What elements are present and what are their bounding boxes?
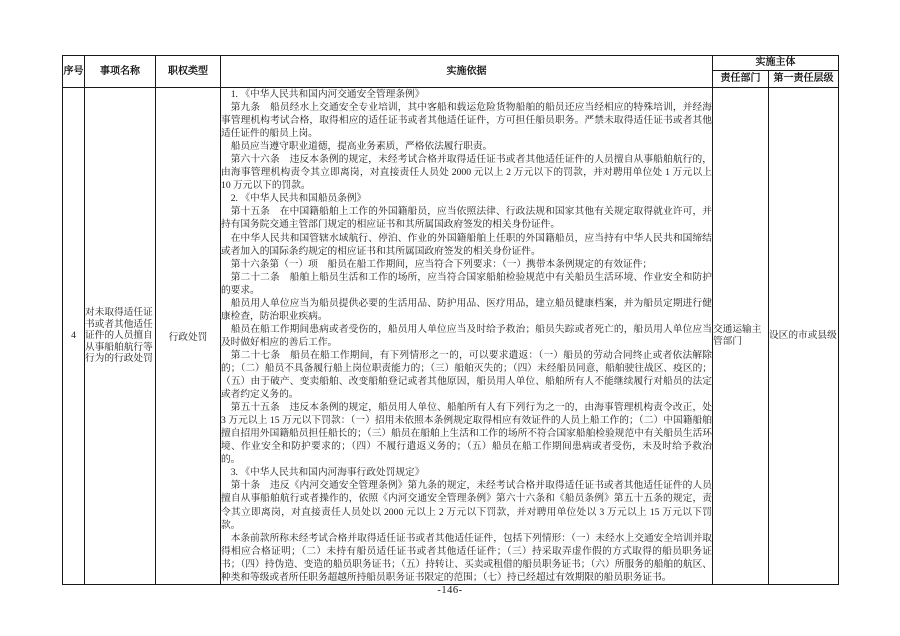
- page-number: -146-: [437, 585, 463, 596]
- basis-paragraph: 第二十七条 船员在船工作期间，有下列情形之一的，可以要求遣返：（一）船员的劳动合同终止或者依法解除的；（二）船员不具备履行船上岗位职责能力的；（三）船舶灭失的；（四）未经船员同意，船舶驶往战区、疫区的；（五）由于破产、变卖船舶、改变船舶登记或者其他原因，船员用人单位、船舶所有人不能继续履行对船员的法定或者约定义务的。: [221, 349, 712, 401]
- row-implementation-basis: [221, 88, 713, 585]
- column-header-item-name: 事项名称: [85, 56, 156, 88]
- basis-paragraph: 3. 《中华人民共和国内河海事行政处罚规定》: [230, 467, 425, 479]
- row-responsible-dept: 交通运输主管部门: [713, 88, 769, 585]
- basis-paragraph: 船员在船工作期间患病或者受伤的，船员用人单位应当及时给予救治；船员失踪或者死亡的，船员用人单位应当及时做好相应的善后工作。: [221, 323, 712, 348]
- column-header-first-responsibility-level: 第一责任层级: [769, 71, 839, 88]
- row-item-name: 对未取得适任证书或者其他适任证件的人员擅自从事船舶航行等行为的行政处罚: [85, 88, 156, 585]
- basis-paragraph: 第六十六条 违反本条例的规定，未经考试合格并取得适任证书或者其他适任证件的人员擅自从事船舶航行的，由海事管理机构责令其立即离岗，对直接责任人员处 2000 元以上 2 万元以下的罚款，并对聘用单位处 1 万元以上 10 万元以下的罚款。: [221, 154, 712, 192]
- basis-paragraph: 1. 《中华人民共和国内河交通安全管理条例》: [230, 89, 425, 100]
- basis-paragraph: 第十条 违反《内河交通安全管理条例》第九条的规定，未经考试合格并取得适任证书或者其他适任证件的人员擅自从事船舶航行或者操作的，依照《内河交通安全管理条例》第六十六条和《船员条例》第五十五条的规定，责令其立即离岗，对直接责任人员处以 2000 元以上 2 万元以下罚款，并对聘用单位处以 3 万元以上 15 万元以下罚款。: [221, 480, 712, 531]
- basis-paragraph: 第二十二条 船舶上船员生活和工作的场所，应当符合国家船舶检验规范中有关船员生活环境、作业安全和防护的要求。: [221, 271, 712, 296]
- column-header-responsible-dept: 责任部门: [713, 71, 769, 88]
- column-header-power-type: 职权类型: [156, 56, 221, 88]
- column-header-basis: 实施依据: [221, 56, 713, 88]
- row-power-type: 行政处罚: [156, 88, 221, 585]
- basis-paragraph: 第十五条 在中国籍船舶上工作的外国籍船员，应当依照法律、行政法规和国家其他有关规定取得就业许可，并持有国务院交通主管部门规定的相应证书和其所属国政府签发的相关身份证件。: [221, 206, 712, 231]
- basis-paragraph: 船员应当遵守职业道德，提高业务素质，严格依法履行职责。: [230, 141, 493, 153]
- basis-paragraph: 本条前款所称未经考试合格并取得适任证书或者其他适任证件，包括下列情形：（一）未经水上交通安全培训并取得相应合格证明；（二）未持有船员适任证书或者其他适任证件；（三）持采取弄虚作假的方式取得的船员职务证书；（四）持伪造、变造的船员职务证书；（五）持转让、买卖或租借的船员职务证书；（六）所服务的船舶的航区、种类和等级或者所任职务超越所持船员职务证书限定的范围；（七）持已经超过有效期限的船员职务证书。: [221, 532, 712, 583]
- basis-paragraph: 第十六条第（一）项 船员在船工作期间，应当符合下列要求：（一）携带本条例规定的有效证件；: [230, 258, 653, 270]
- column-header-seq: 序号: [63, 56, 85, 88]
- column-header-implement-subject: 实施主体: [713, 56, 839, 71]
- row-first-responsibility-level: 设区的市或县级: [769, 88, 839, 585]
- basis-paragraph: 2. 《中华人民共和国船员条例》: [230, 193, 367, 205]
- power-list-table: [62, 55, 839, 585]
- basis-paragraph: 在中华人民共和国管辖水域航行、停泊、作业的外国籍船舶上任职的外国籍船员，应当持有中华人民共和国缔结或者加入的国际条约规定的相应证书和其所属国政府签发的相关身份证件。: [221, 232, 712, 257]
- row-seq-number: 4: [63, 88, 85, 585]
- basis-paragraph: 第九条 船员经水上交通安全专业培训，其中客船和载运危险货物船舶的船员还应当经相应的特殊培训，并经海事管理机构考试合格，取得相应的适任证书或者其他适任证件，方可担任船员职务。严禁未取得适任证书或者其他适任证件的船员上岗。: [221, 102, 712, 140]
- basis-paragraph: 第五十五条 违反本条例的规定，船员用人单位、船舶所有人有下列行为之一的，由海事管理机构责令改正，处 3 万元以上 15 万元以下罚款：（一）招用未依照本条例规定取得相应有效证件的人员上船工作的；（二）中国籍船舶擅自招用外国籍船员担任船长的；（三）船员在船舶上生活和工作的场所不符合国家船舶检验规范中有关船员生活环境、作业安全和防护要求的；（四）不履行遣返义务的；（五）船员在船工作期间患病或者受伤，未及时给予救治的。: [221, 402, 712, 466]
- table-row: [63, 88, 839, 585]
- basis-paragraph: 船员用人单位应当为船员提供必要的生活用品、防护用品、医疗用品，建立船员健康档案，并为船员定期进行健康检查，防治职业疾病。: [221, 297, 712, 322]
